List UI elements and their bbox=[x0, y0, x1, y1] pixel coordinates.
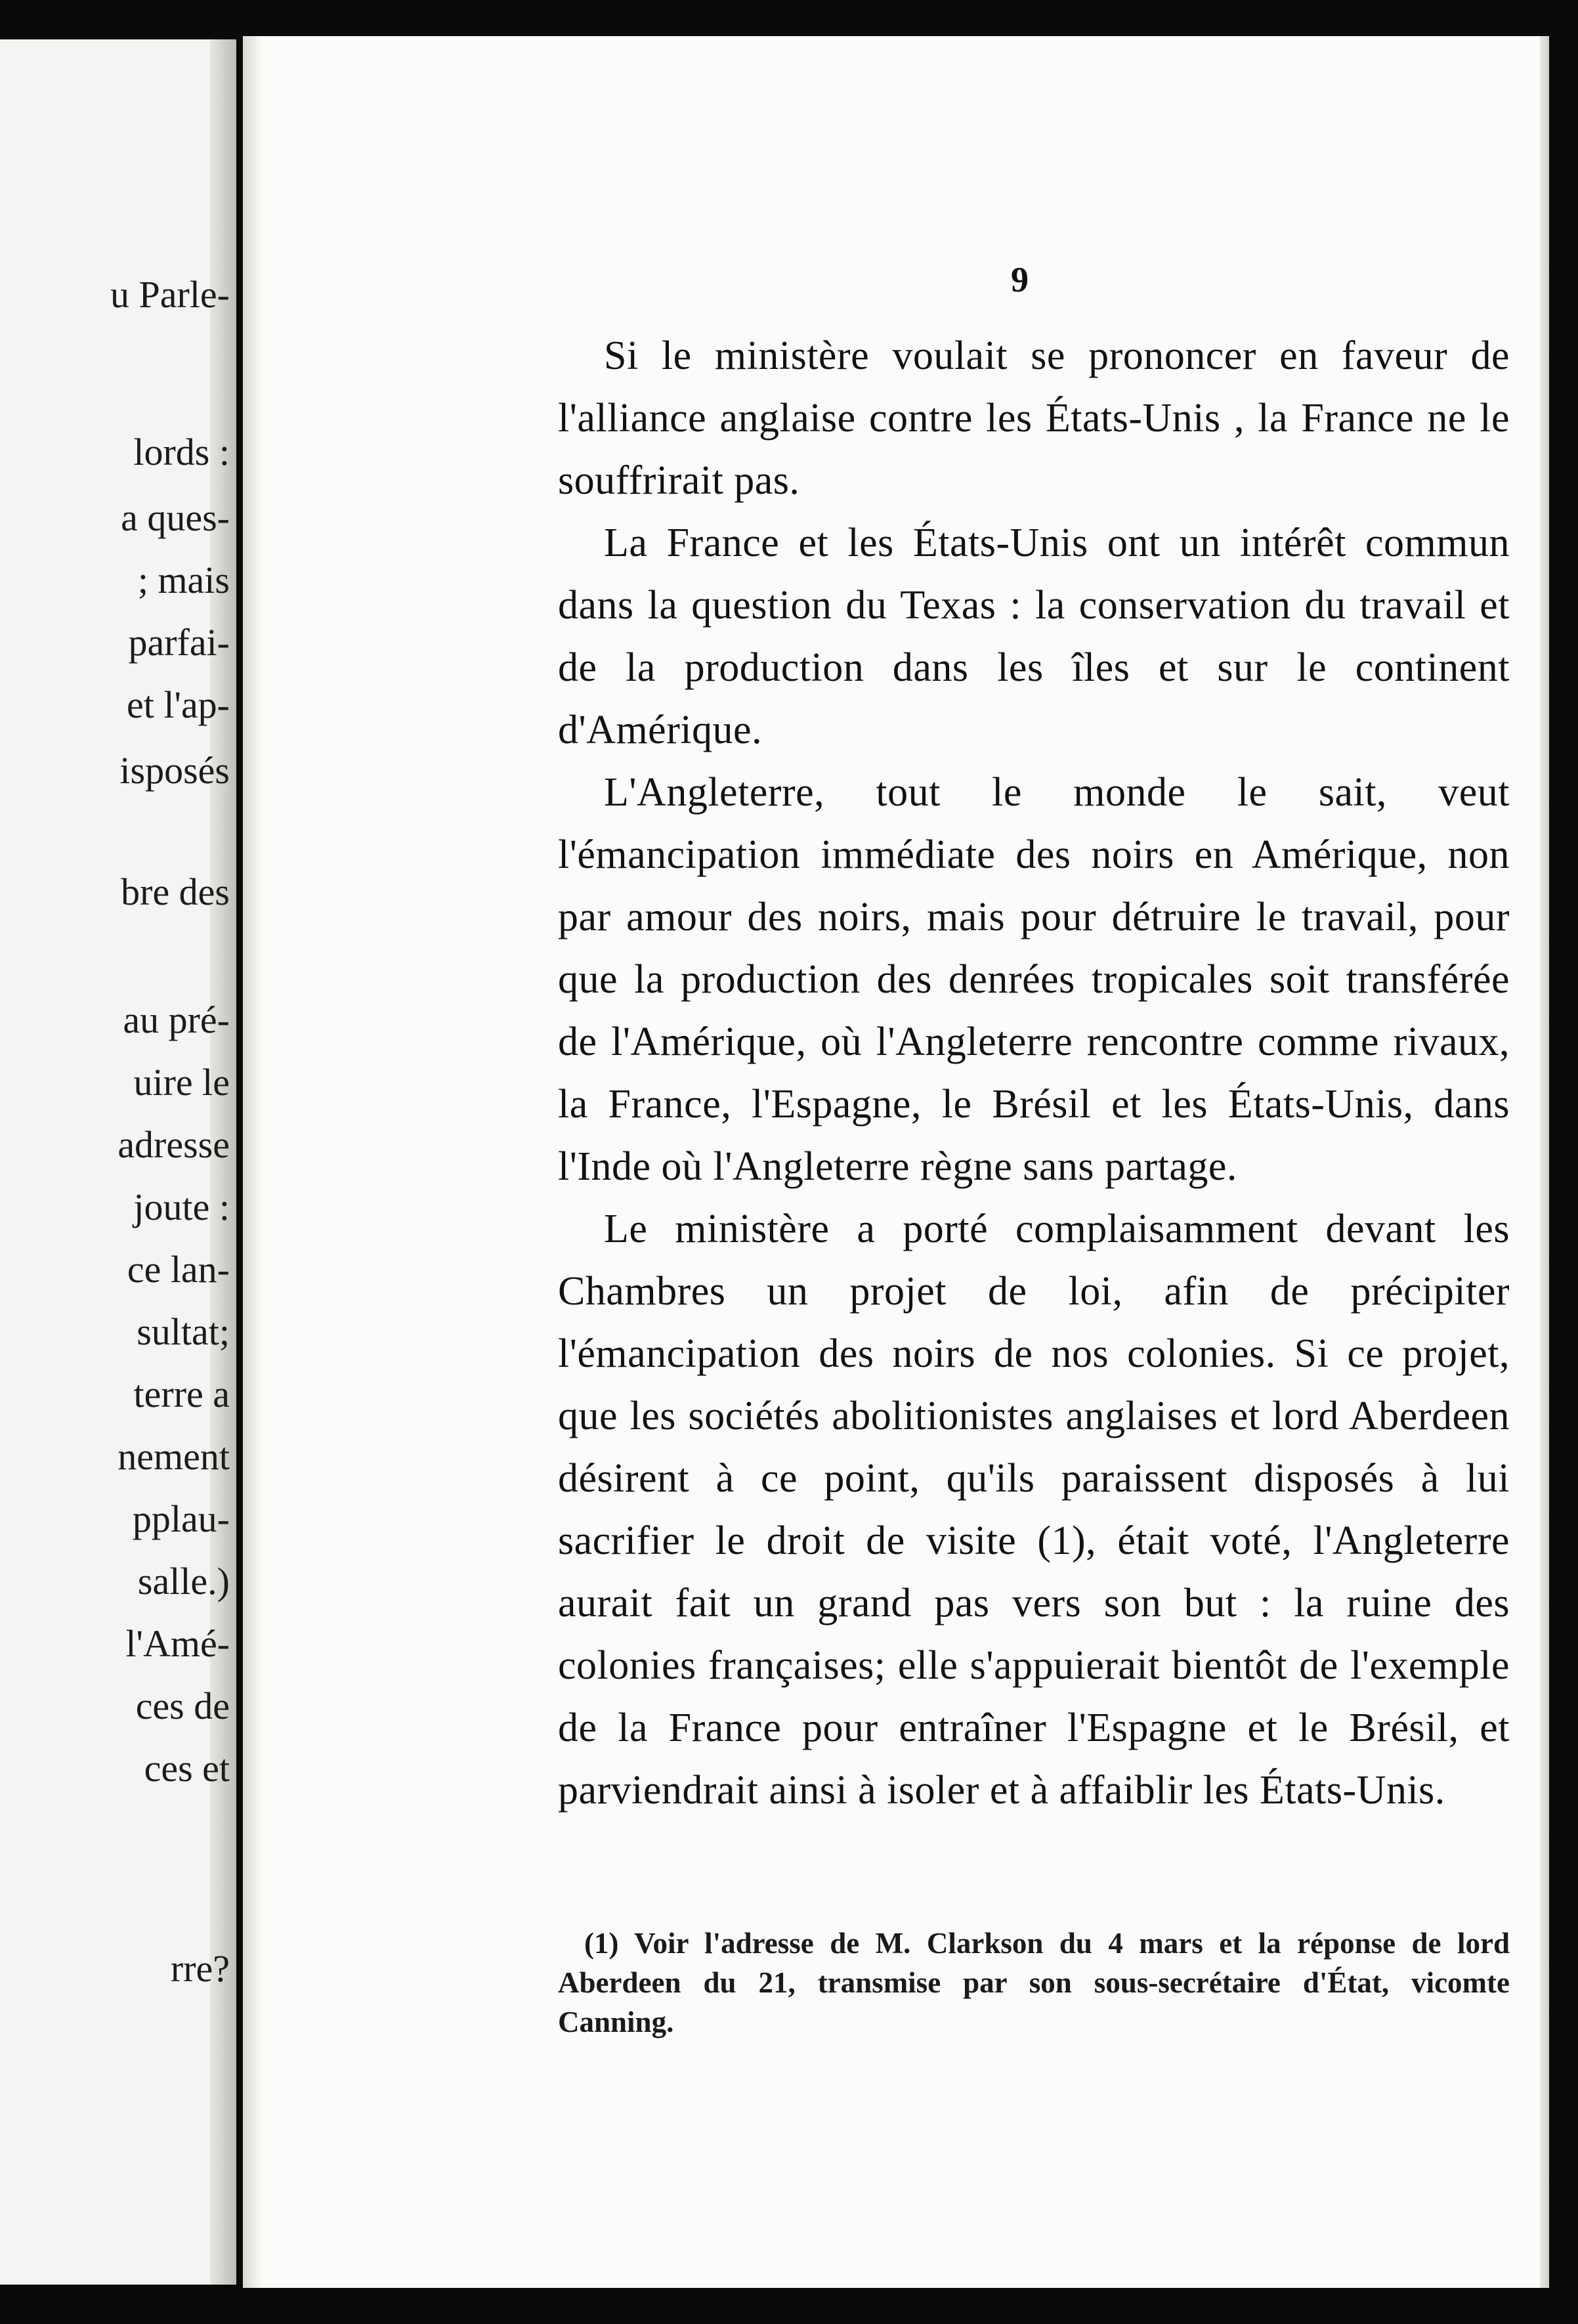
facing-page-line: a ques- bbox=[121, 496, 230, 539]
page-number: 9 bbox=[1011, 260, 1029, 299]
facing-page-line: rre? bbox=[170, 1947, 230, 1990]
facing-page-line: terre a bbox=[133, 1373, 230, 1415]
facing-page-line: ce lan- bbox=[127, 1248, 230, 1291]
facing-page-line: uire le bbox=[133, 1061, 230, 1104]
facing-page-line: adresse bbox=[117, 1123, 230, 1166]
facing-page-line: salle.) bbox=[137, 1560, 230, 1603]
footnote bbox=[558, 1924, 1510, 2042]
paragraph: L'Angleterre, tout le monde le sait, veut l'émancipation immédiate des noirs en Amérique, non par amour des noirs, mais pour détruire le travail, pour que la production des denrées tropicales soit transférée de l'Amérique, où l'Angleterre rencontre comme rivaux, la France, l'Espagne, le Brésil et les États-Unis, dans l'Inde où l'Angleterre règne sans partage. bbox=[558, 770, 1510, 1189]
facing-page-fragment bbox=[0, 39, 236, 2285]
facing-page-line: ces de bbox=[135, 1685, 230, 1727]
facing-page-line: pplau- bbox=[132, 1497, 230, 1540]
paragraph: La France et les États-Unis ont un intérêt commun dans la question du Texas : la conservation du travail et de la production dans les îles et sur le continent d'Amérique. bbox=[558, 521, 1510, 752]
body-text bbox=[558, 325, 1510, 1822]
facing-page-line: au pré- bbox=[123, 999, 230, 1041]
facing-page-line: bre des bbox=[121, 871, 230, 913]
facing-page-line: sultat; bbox=[137, 1310, 230, 1353]
facing-page-line: isposés bbox=[119, 749, 230, 792]
facing-page-line: parfai- bbox=[128, 621, 230, 664]
facing-page-line: nement bbox=[117, 1435, 230, 1478]
page-edge bbox=[1540, 36, 1549, 2288]
page bbox=[243, 36, 1549, 2288]
facing-page-line: et l'ap- bbox=[127, 683, 230, 726]
facing-page-line: l'Amé- bbox=[125, 1622, 230, 1665]
paragraph: Le ministère a porté complaisamment devant les Chambres un projet de loi, afin de précipiter l'émancipation des noirs de nos colonies. Si ce projet, que les sociétés abolitionistes anglaises et lord Aberdeen désirent à ce point, qu'ils paraissent disposés à lui sacrifier le droit de visite (1), était voté, l'Angleterre aurait fait un grand pas vers son but : la ruine des colonies françaises; elle s'appuierait bientôt de l'exemple de la France pour entraîner l'Espagne et le Brésil, et parviendrait ainsi à isoler et à affaiblir les États-Unis. bbox=[558, 1207, 1510, 1813]
facing-page-line: lords : bbox=[133, 431, 230, 473]
facing-page-line: u Parle- bbox=[110, 273, 230, 316]
facing-page-line: ces et bbox=[144, 1747, 230, 1790]
footnote-text: (1) Voir l'adresse de M. Clarkson du 4 mars et la réponse de lord Aberdeen du 21, transmise par son sous-secrétaire d'État, vicomte Canning. bbox=[558, 1927, 1510, 2038]
facing-page-line: joute : bbox=[133, 1186, 230, 1228]
facing-page-line: ; mais bbox=[137, 559, 230, 601]
page-binding-shadow bbox=[243, 36, 263, 2288]
paragraph: Si le ministère voulait se prononcer en faveur de l'alliance anglaise contre les États-Unis , la France ne le souffrirait pas. bbox=[558, 334, 1510, 503]
